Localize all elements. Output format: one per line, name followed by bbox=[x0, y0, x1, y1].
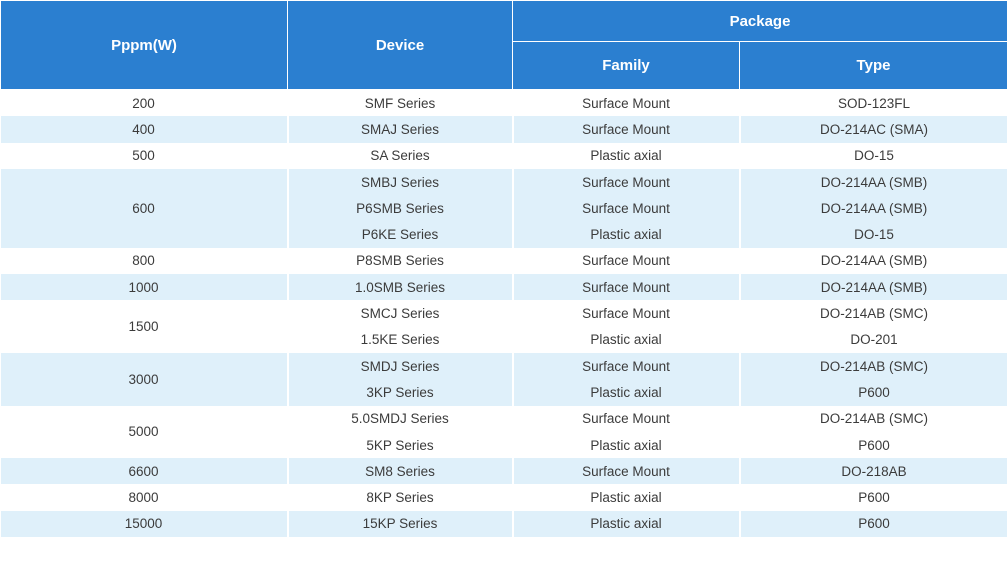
column-header-power: Pppm(W) bbox=[1, 1, 288, 90]
cell-family: Surface Mount bbox=[513, 458, 740, 484]
cell-device: 8KP Series bbox=[288, 484, 513, 510]
column-header-type: Type bbox=[740, 42, 1007, 90]
cell-power: 6600 bbox=[1, 458, 288, 484]
cell-power: 200 bbox=[1, 90, 288, 117]
cell-power: 8000 bbox=[1, 484, 288, 510]
cell-device: P6SMB Series bbox=[288, 195, 513, 221]
cell-family: Surface Mount bbox=[513, 116, 740, 142]
cell-family: Plastic axial bbox=[513, 484, 740, 510]
cell-type: DO-15 bbox=[740, 143, 1007, 169]
table-row bbox=[1, 90, 1007, 117]
cell-family: Surface Mount bbox=[513, 406, 740, 432]
cell-type: P600 bbox=[740, 511, 1007, 537]
cell-family: Plastic axial bbox=[513, 143, 740, 169]
cell-type: SOD-123FL bbox=[740, 90, 1007, 117]
column-header-family: Family bbox=[513, 42, 740, 90]
cell-family: Surface Mount bbox=[513, 300, 740, 326]
cell-device: SMBJ Series bbox=[288, 169, 513, 195]
cell-family: Surface Mount bbox=[513, 169, 740, 195]
cell-family: Plastic axial bbox=[513, 432, 740, 458]
cell-type: P600 bbox=[740, 484, 1007, 510]
table-row bbox=[1, 143, 1007, 169]
cell-device: 5.0SMDJ Series bbox=[288, 406, 513, 432]
table-row bbox=[1, 458, 1007, 484]
footer-whitespace bbox=[0, 544, 1007, 570]
cell-power: 1000 bbox=[1, 274, 288, 300]
cell-power: 400 bbox=[1, 116, 288, 142]
cell-family: Plastic axial bbox=[513, 511, 740, 537]
table-body bbox=[1, 90, 1007, 538]
cell-family: Surface Mount bbox=[513, 274, 740, 300]
cell-device: P8SMB Series bbox=[288, 248, 513, 274]
cell-type: DO-214AA (SMB) bbox=[740, 195, 1007, 221]
cell-family: Plastic axial bbox=[513, 327, 740, 353]
table-header bbox=[1, 1, 1007, 90]
cell-family: Plastic axial bbox=[513, 379, 740, 405]
cell-type: DO-214AC (SMA) bbox=[740, 116, 1007, 142]
cell-type: DO-214AA (SMB) bbox=[740, 169, 1007, 195]
cell-device: SMF Series bbox=[288, 90, 513, 117]
cell-type: DO-214AB (SMC) bbox=[740, 300, 1007, 326]
cell-type: DO-201 bbox=[740, 327, 1007, 353]
cell-type: DO-214AA (SMB) bbox=[740, 274, 1007, 300]
cell-power: 800 bbox=[1, 248, 288, 274]
cell-device: P6KE Series bbox=[288, 221, 513, 247]
cell-type: DO-214AB (SMC) bbox=[740, 406, 1007, 432]
cell-family: Surface Mount bbox=[513, 195, 740, 221]
table-row bbox=[1, 274, 1007, 300]
cell-device: SMDJ Series bbox=[288, 353, 513, 379]
cell-device: 15KP Series bbox=[288, 511, 513, 537]
cell-device: 1.0SMB Series bbox=[288, 274, 513, 300]
table-row bbox=[1, 169, 1007, 195]
table-row bbox=[1, 511, 1007, 537]
table-row bbox=[1, 248, 1007, 274]
cell-device: SM8 Series bbox=[288, 458, 513, 484]
cell-device: 5KP Series bbox=[288, 432, 513, 458]
cell-power: 1500 bbox=[1, 300, 288, 353]
cell-type: DO-214AB (SMC) bbox=[740, 353, 1007, 379]
table-row bbox=[1, 353, 1007, 379]
table-row bbox=[1, 406, 1007, 432]
cell-power: 3000 bbox=[1, 353, 288, 406]
cell-family: Plastic axial bbox=[513, 221, 740, 247]
cell-device: 3KP Series bbox=[288, 379, 513, 405]
cell-type: DO-218AB bbox=[740, 458, 1007, 484]
cell-type: P600 bbox=[740, 379, 1007, 405]
cell-device: 1.5KE Series bbox=[288, 327, 513, 353]
cell-type: P600 bbox=[740, 432, 1007, 458]
table-row bbox=[1, 116, 1007, 142]
cell-device: SMCJ Series bbox=[288, 300, 513, 326]
column-header-device: Device bbox=[288, 1, 513, 90]
table-row bbox=[1, 484, 1007, 510]
cell-power: 500 bbox=[1, 143, 288, 169]
cell-power: 600 bbox=[1, 169, 288, 248]
header-row-top bbox=[1, 1, 1007, 42]
cell-power: 15000 bbox=[1, 511, 288, 537]
cell-device: SMAJ Series bbox=[288, 116, 513, 142]
cell-power: 5000 bbox=[1, 406, 288, 459]
cell-family: Surface Mount bbox=[513, 248, 740, 274]
column-header-package: Package bbox=[513, 1, 1007, 42]
cell-family: Surface Mount bbox=[513, 353, 740, 379]
cell-family: Surface Mount bbox=[513, 90, 740, 117]
cell-type: DO-15 bbox=[740, 221, 1007, 247]
cell-device: SA Series bbox=[288, 143, 513, 169]
cell-type: DO-214AA (SMB) bbox=[740, 248, 1007, 274]
table-row bbox=[1, 300, 1007, 326]
